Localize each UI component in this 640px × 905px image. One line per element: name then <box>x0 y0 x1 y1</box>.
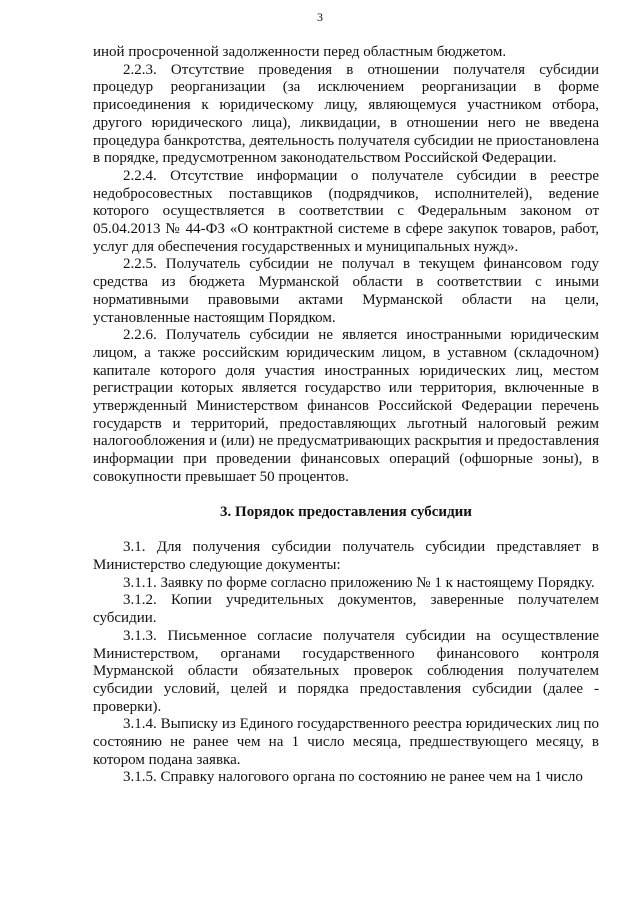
paragraph-3-1-4: 3.1.4. Выписку из Единого государственного реестра юридических лиц по состоянию не ранее чем на 1 число месяца, предшествующего месяцу, в котором подана заявка. <box>93 716 599 768</box>
paragraph-continuation: иной просроченной задолженности перед областным бюджетом. <box>93 44 507 60</box>
paragraph-3-1-1: 3.1.1. Заявку по форме согласно приложению № 1 к настоящему Порядку. <box>123 574 595 591</box>
paragraph-2-2-5: 2.2.5. Получатель субсидии не получал в текущем финансовом году средства из бюджета Мурманской области в соответствии с иными нормативными правовыми актами Мурманской области на цели, установленные настоящим Порядком. <box>93 256 599 326</box>
paragraph-3-1-3: 3.1.3. Письменное согласие получателя субсидии на осуществление Министерством, органами государственного финансового контроля Мурманской области обязательных проверок соблюдения получателем субсидии условий, целей и порядка предоставления субсидии (далее - проверки). <box>93 627 599 715</box>
paragraph-2-2-3: 2.2.3. Отсутствие проведения в отношении получателя субсидии процедур реорганизации (за исключением реорганизации в форме присоединения к юридическому лицу, являющемуся участником отбора, другого юридического лица), ликвидации, в отношении него не введена процедура банкротства, деятельность получателя субсидии не приостановлена в порядке, предусмотренном законодательством Российской Федерации. <box>93 61 599 167</box>
paragraph-3-1-5: 3.1.5. Справку налогового органа по состоянию не ранее чем на 1 число <box>123 769 583 786</box>
paragraph-2-2-4: 2.2.4. Отсутствие информации о получателе субсидии в реестре недобросовестных поставщиков (подрядчиков, исполнителей), ведение которого осуществляется в соответствии с Федеральным законом от 05.04.2013 № 44-ФЗ «О контрактной системе в сфере закупок товаров, работ, услуг для обеспечения государственных и муниципальных нужд». <box>93 167 599 255</box>
paragraph-3-1: 3.1. Для получения субсидии получатель субсидии представляет в Министерство следующие документы: <box>93 539 599 573</box>
page-number: 3 <box>317 10 323 24</box>
paragraph-3-1-2: 3.1.2. Копии учредительных документов, заверенные получателем субсидии. <box>93 592 599 627</box>
section-3-heading: 3. Порядок предоставления субсидии <box>220 503 472 520</box>
paragraph-2-2-6: 2.2.6. Получатель субсидии не является иностранными юридическим лицом, а также российским юридическим лицом, в уставном (складочном) капитале которого доля участия иностранных юридических лиц, местом регистрации которых является государство или территория, включенные в утвержденный Министерством финансов Российской Федерации перечень государств и территорий, предоставляющих льготный налоговый режим налогообложения и (или) не предусматривающих раскрытия и предоставления информации при проведении финансовых операций (офшорные зоны), в совокупности превышает 50 процентов. <box>93 327 599 485</box>
document-body <box>93 44 599 787</box>
